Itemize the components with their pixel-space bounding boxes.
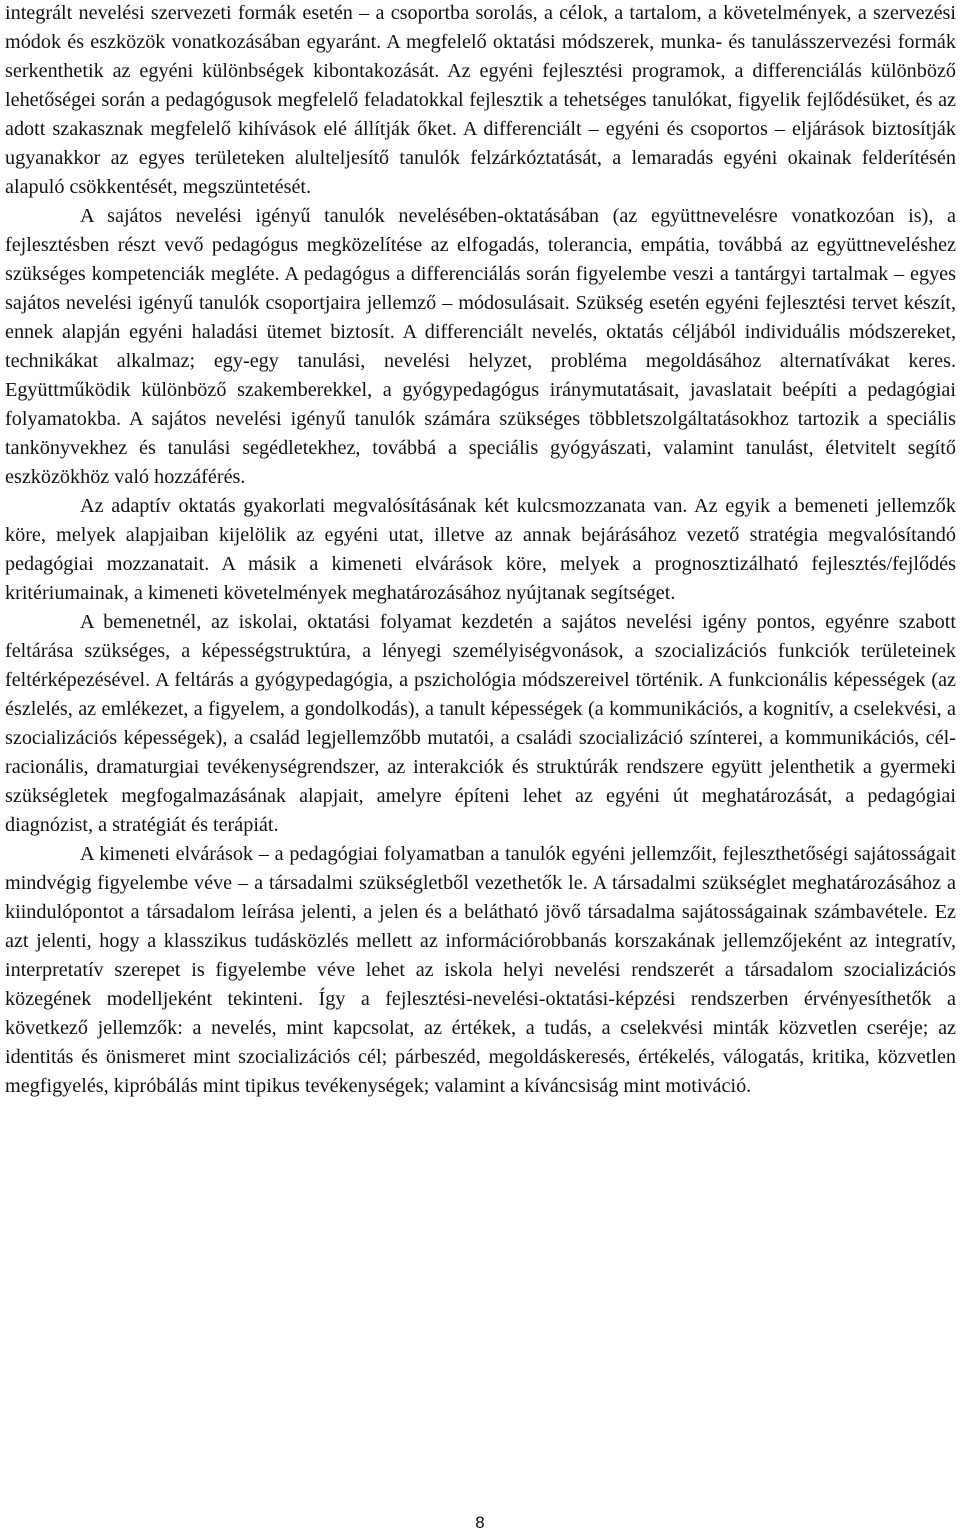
paragraph-1: integrált nevelési szervezeti formák esetén – a csoportba sorolás, a célok, a tartalom, a követelmények, a szervezési módok és eszközök vonatkozásában egyaránt. A megfelelő oktatási módszerek, munka- és tanulásszervezési formák serkenthetik az egyéni különbségek kibontakozását. Az egyéni fejlesztési programok, a differenciálás különböző lehetőségei során a pedagógusok megfelelő feladatokkal fejlesztik a tehetséges tanulókat, figyelik fejlődésüket, és az adott szakasznak megfelelő kihívások elé állítják őket. A differenciált – egyéni és csoportos – eljárások biztosítják ugyanakkor az egyes területeken alulteljesítő tanulók felzárkóztatását, a lemaradás egyéni okainak felderítésén alapuló csökkentését, megszüntetését. — [5, 2, 956, 198]
page-number: 8 — [475, 1513, 485, 1532]
paragraph-3: Az adaptív oktatás gyakorlati megvalósításának két kulcsmozzanata van. Az egyik a bemeneti jellemzők köre, melyek alapjaiban kijelölik az egyéni utat, illetve az annak bejárásához vezető stratégia megvalósítandó pedagógiai mozzanatait. A másik a kimeneti elvárások köre, melyek a prognosztizálható fejlesztés/fejlődés kritériumainak, a kimeneti követelmények meghatározásához nyújtanak segítséget. — [5, 495, 956, 604]
paragraph-4: A bemenetnél, az iskolai, oktatási folyamat kezdetén a sajátos nevelési igény pontos, egyénre szabott feltárása szükséges, a képességstruktúra, a lényegi személyiségvonások, a szocializációs funkciók területeinek feltérképezésével. A feltárás a gyógypedagógia, a pszichológia módszereivel történik. A funkcionális képességek (az észlelés, az emlékezet, a figyelem, a gondolkodás), a tanult képességek (a kommunikációs, a kognitív, a cselekvési, a szocializációs képességek), a család legjellemzőbb mutatói, a családi szocializáció színterei, a kommunikációs, cél-racionális, dramaturgiai tevékenységrendszer, az interakciók és struktúrák rendszere együtt jelenthetik a gyermeki szükségletek megfogalmazásának alapjait, amelyre építeni lehet az egyéni út meghatározását, a pedagógiai diagnózist, a stratégiát és terápiát. — [5, 611, 956, 836]
paragraph-5: A kimeneti elvárások – a pedagógiai folyamatban a tanulók egyéni jellemzőit, fejleszthetőségi sajátosságait mindvégig figyelembe véve – a társadalmi szükségletből vezethetők le. A társadalmi szükséglet meghatározásához a kiindulópontot a társadalom leírása jelenti, a jelen és a belátható jövő társadalma sajátosságainak számbavétele. Ez azt jelenti, hogy a klasszikus tudásközlés mellett az információrobbanás korszakának jellemzőjeként az integratív, interpretatív szerepet is figyelembe véve lehet az iskola helyi nevelési rendszerét a társadalom szocializációs közegének modelljeként tekinteni. Így a fejlesztési-nevelési-oktatási-képzési rendszerben érvényesíthetők a következő jellemzők: a nevelés, mint kapcsolat, az értékek, a tudás, a cselekvési minták közvetlen cseréje; az identitás és önismeret mint szocializációs cél; párbeszéd, megoldáskeresés, értékelés, válogatás, kritika, közvetlen megfigyelés, kipróbálás mint tipikus tevékenységek; valamint a kíváncsiság mint motiváció. — [5, 843, 956, 1097]
paragraph-2: A sajátos nevelési igényű tanulók nevelésében-oktatásában (az együttnevelésre vonatkozóan is), a fejlesztésben részt vevő pedagógus megközelítése az elfogadás, tolerancia, empátia, továbbá az együttneveléshez szükséges kompetenciák megléte. A pedagógus a differenciálás során figyelembe veszi a tantárgyi tartalmak – egyes sajátos nevelési igényű tanulók csoportjaira jellemző – módosulásait. Szükség esetén egyéni fejlesztési tervet készít, ennek alapján egyéni haladási ütemet biztosít. A differenciált nevelés, oktatás céljából individuális módszereket, technikákat alkalmaz; egy-egy tanulási, nevelési helyzet, probléma megoldásához alternatívákat keres. Együttműködik különböző szakemberekkel, a gyógypedagógus iránymutatásait, javaslatait beépíti a pedagógiai folyamatokba. A sajátos nevelési igényű tanulók számára szükséges többletszolgáltatásokhoz tartozik a speciális tankönyvekhez és tanulási segédletekhez, továbbá a speciális gyógyászati, valamint tanulást, életvitelt segítő eszközökhöz való hozzáférés. — [5, 205, 956, 488]
document-page — [5, 0, 956, 1101]
